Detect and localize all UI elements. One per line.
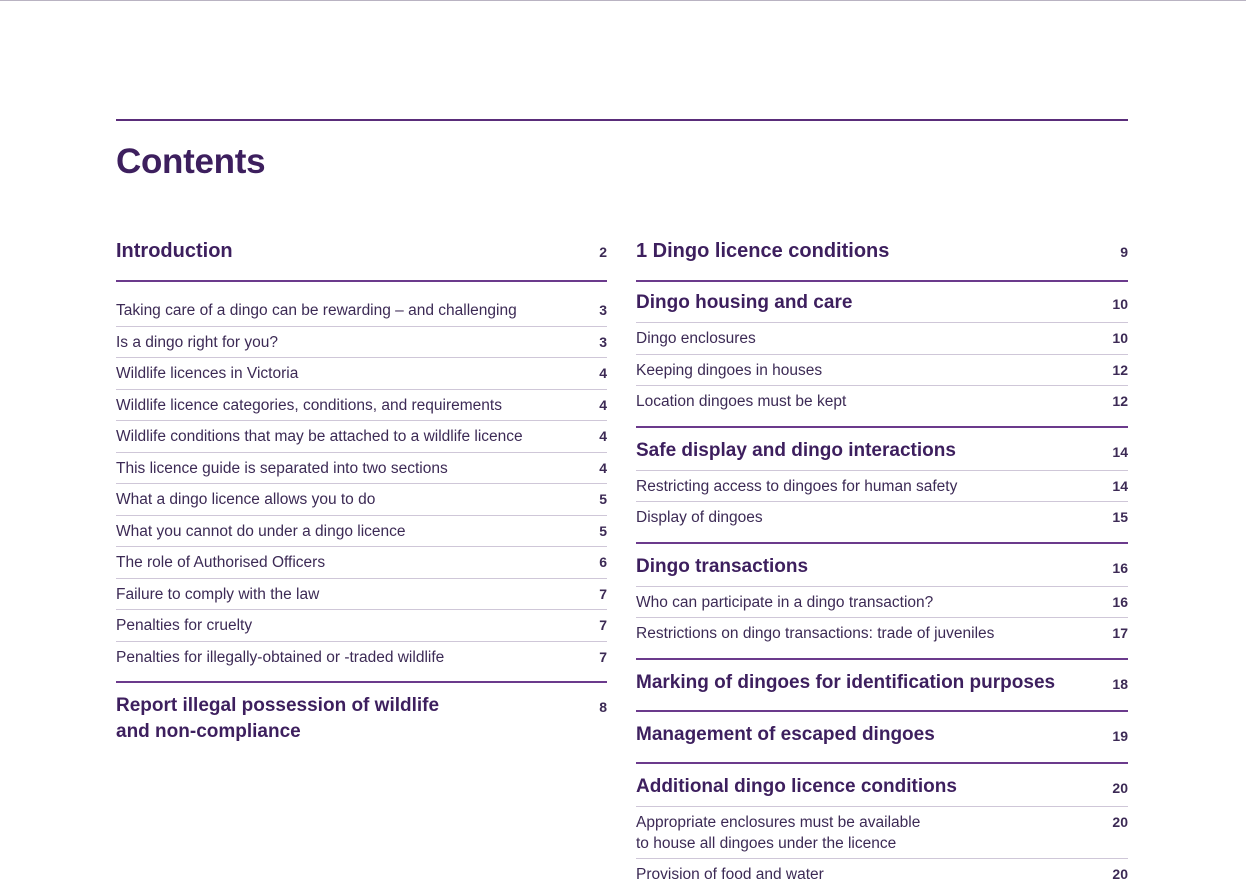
toc-entry-report[interactable] <box>116 683 607 745</box>
toc-page-number: 16 <box>1104 594 1128 610</box>
toc-entry-label: Wildlife conditions that may be attached to a wildlife licence <box>116 428 523 446</box>
toc-page-number: 14 <box>1104 478 1128 494</box>
toc-entry-label-line1: Appropriate enclosures must be available <box>636 814 920 831</box>
toc-heading-label: Marking of dingoes for identification purposes <box>636 670 1055 696</box>
toc-entry-label: This licence guide is separated into two sections <box>116 460 448 478</box>
toc-section-heading[interactable] <box>636 282 1128 323</box>
toc-heading-label: 1 Dingo licence conditions <box>636 238 889 264</box>
toc-entry-label: Restricting access to dingoes for human safety <box>636 478 957 496</box>
toc-page-number: 12 <box>1104 362 1128 378</box>
toc-section-heading[interactable] <box>636 426 1128 471</box>
toc-entry-label: Who can participate in a dingo transaction? <box>636 594 933 612</box>
toc-entry[interactable] <box>636 355 1128 387</box>
toc-entry[interactable] <box>116 516 607 548</box>
toc-entry-label: Failure to comply with the law <box>116 586 319 604</box>
toc-entry[interactable] <box>116 610 607 642</box>
toc-page-number: 3 <box>591 302 607 318</box>
toc-page-number: 7 <box>591 586 607 602</box>
toc-page-number: 5 <box>591 523 607 539</box>
toc-entry[interactable] <box>116 327 607 359</box>
toc-entry-label-line2: to house all dingoes under the licence <box>636 835 896 852</box>
toc-entry-label: Provision of food and water <box>636 866 824 884</box>
toc-entry-label: Wildlife licences in Victoria <box>116 365 298 383</box>
toc-entry[interactable] <box>636 587 1128 619</box>
toc-page-number: 10 <box>1112 290 1128 312</box>
toc-entry[interactable] <box>636 502 1128 534</box>
toc-entry[interactable] <box>116 579 607 611</box>
toc-heading-label: Dingo transactions <box>636 554 808 580</box>
toc-page-number: 2 <box>599 238 607 260</box>
toc-entry-label: Penalties for cruelty <box>116 617 252 635</box>
toc-page-number: 3 <box>591 334 607 350</box>
toc-entry[interactable] <box>116 295 607 327</box>
page-top-border <box>0 0 1246 1</box>
toc-entry-label: The role of Authorised Officers <box>116 554 325 572</box>
toc-section-heading[interactable] <box>636 762 1128 807</box>
toc-entry[interactable] <box>116 453 607 485</box>
toc-heading-label: Management of escaped dingoes <box>636 722 935 748</box>
toc-section-heading[interactable] <box>636 658 1128 702</box>
toc-entry-label: Location dingoes must be kept <box>636 393 846 411</box>
toc-entry-label: Taking care of a dingo can be rewarding – and challenging <box>116 302 517 320</box>
toc-heading-label: Safe display and dingo interactions <box>636 438 956 464</box>
toc-page-number: 6 <box>591 554 607 570</box>
toc-page-number: 4 <box>591 460 607 476</box>
toc-page-number: 7 <box>591 649 607 665</box>
toc-page-number: 18 <box>1112 670 1128 692</box>
toc-entry[interactable] <box>636 859 1128 890</box>
toc-page-number: 7 <box>591 617 607 633</box>
toc-entry[interactable] <box>116 421 607 453</box>
toc-page-number: 20 <box>1112 774 1128 796</box>
toc-page-number: 4 <box>591 365 607 381</box>
toc-entry-label: What a dingo licence allows you to do <box>116 491 375 509</box>
toc-entry[interactable] <box>636 323 1128 355</box>
toc-entry-label: Is a dingo right for you? <box>116 334 278 352</box>
toc-entry[interactable] <box>636 471 1128 503</box>
toc-page-number: 19 <box>1112 722 1128 744</box>
toc-entry-label: Display of dingoes <box>636 509 763 527</box>
toc-entry-label: Keeping dingoes in houses <box>636 362 822 380</box>
toc-heading-label: Introduction <box>116 238 233 264</box>
toc-entry[interactable] <box>116 358 607 390</box>
toc-page-number: 5 <box>591 491 607 507</box>
toc-entry-introduction[interactable] <box>116 232 607 282</box>
toc-section-heading[interactable] <box>636 710 1128 754</box>
toc-entry-dingo-licence-conditions[interactable] <box>636 232 1128 282</box>
toc-entry[interactable] <box>636 386 1128 418</box>
toc-page-number: 4 <box>591 428 607 444</box>
toc-entry[interactable] <box>116 390 607 422</box>
toc-page-number: 14 <box>1112 438 1128 460</box>
toc-entry-label: What you cannot do under a dingo licence <box>116 523 406 541</box>
toc-heading-label: Dingo housing and care <box>636 290 852 316</box>
toc-entry[interactable] <box>116 642 607 674</box>
toc-heading-label: Report illegal possession of wildlife <box>116 695 439 716</box>
toc-page-number: 15 <box>1104 509 1128 525</box>
page-title: Contents <box>116 142 265 182</box>
toc-page-number: 12 <box>1104 393 1128 409</box>
header-rule <box>116 119 1128 121</box>
toc-entry-label: Penalties for illegally-obtained or -traded wildlife <box>116 649 444 667</box>
toc-section-heading[interactable] <box>636 542 1128 587</box>
toc-entry[interactable] <box>116 484 607 516</box>
toc-page-number: 10 <box>1104 330 1128 346</box>
toc-page-number: 16 <box>1112 554 1128 576</box>
toc-page-number: 20 <box>1104 812 1128 833</box>
toc-entry[interactable] <box>636 807 1128 859</box>
toc-right-column <box>636 232 1128 890</box>
toc-left-column <box>116 232 607 745</box>
toc-heading-label-2: and non-compliance <box>116 721 301 742</box>
toc-entry-label: Wildlife licence categories, conditions, and requirements <box>116 397 502 415</box>
toc-page-number: 8 <box>599 693 607 715</box>
toc-entry-label <box>636 812 920 854</box>
toc-heading-label: Additional dingo licence conditions <box>636 774 957 800</box>
toc-entry[interactable] <box>116 547 607 579</box>
toc-page-number: 4 <box>591 397 607 413</box>
toc-page-number: 17 <box>1104 625 1128 641</box>
toc-entry-label: Dingo enclosures <box>636 330 756 348</box>
toc-page-number: 9 <box>1120 238 1128 260</box>
toc-page-number: 20 <box>1104 866 1128 882</box>
toc-entry-label: Restrictions on dingo transactions: trade of juveniles <box>636 625 994 643</box>
toc-entry[interactable] <box>636 618 1128 650</box>
